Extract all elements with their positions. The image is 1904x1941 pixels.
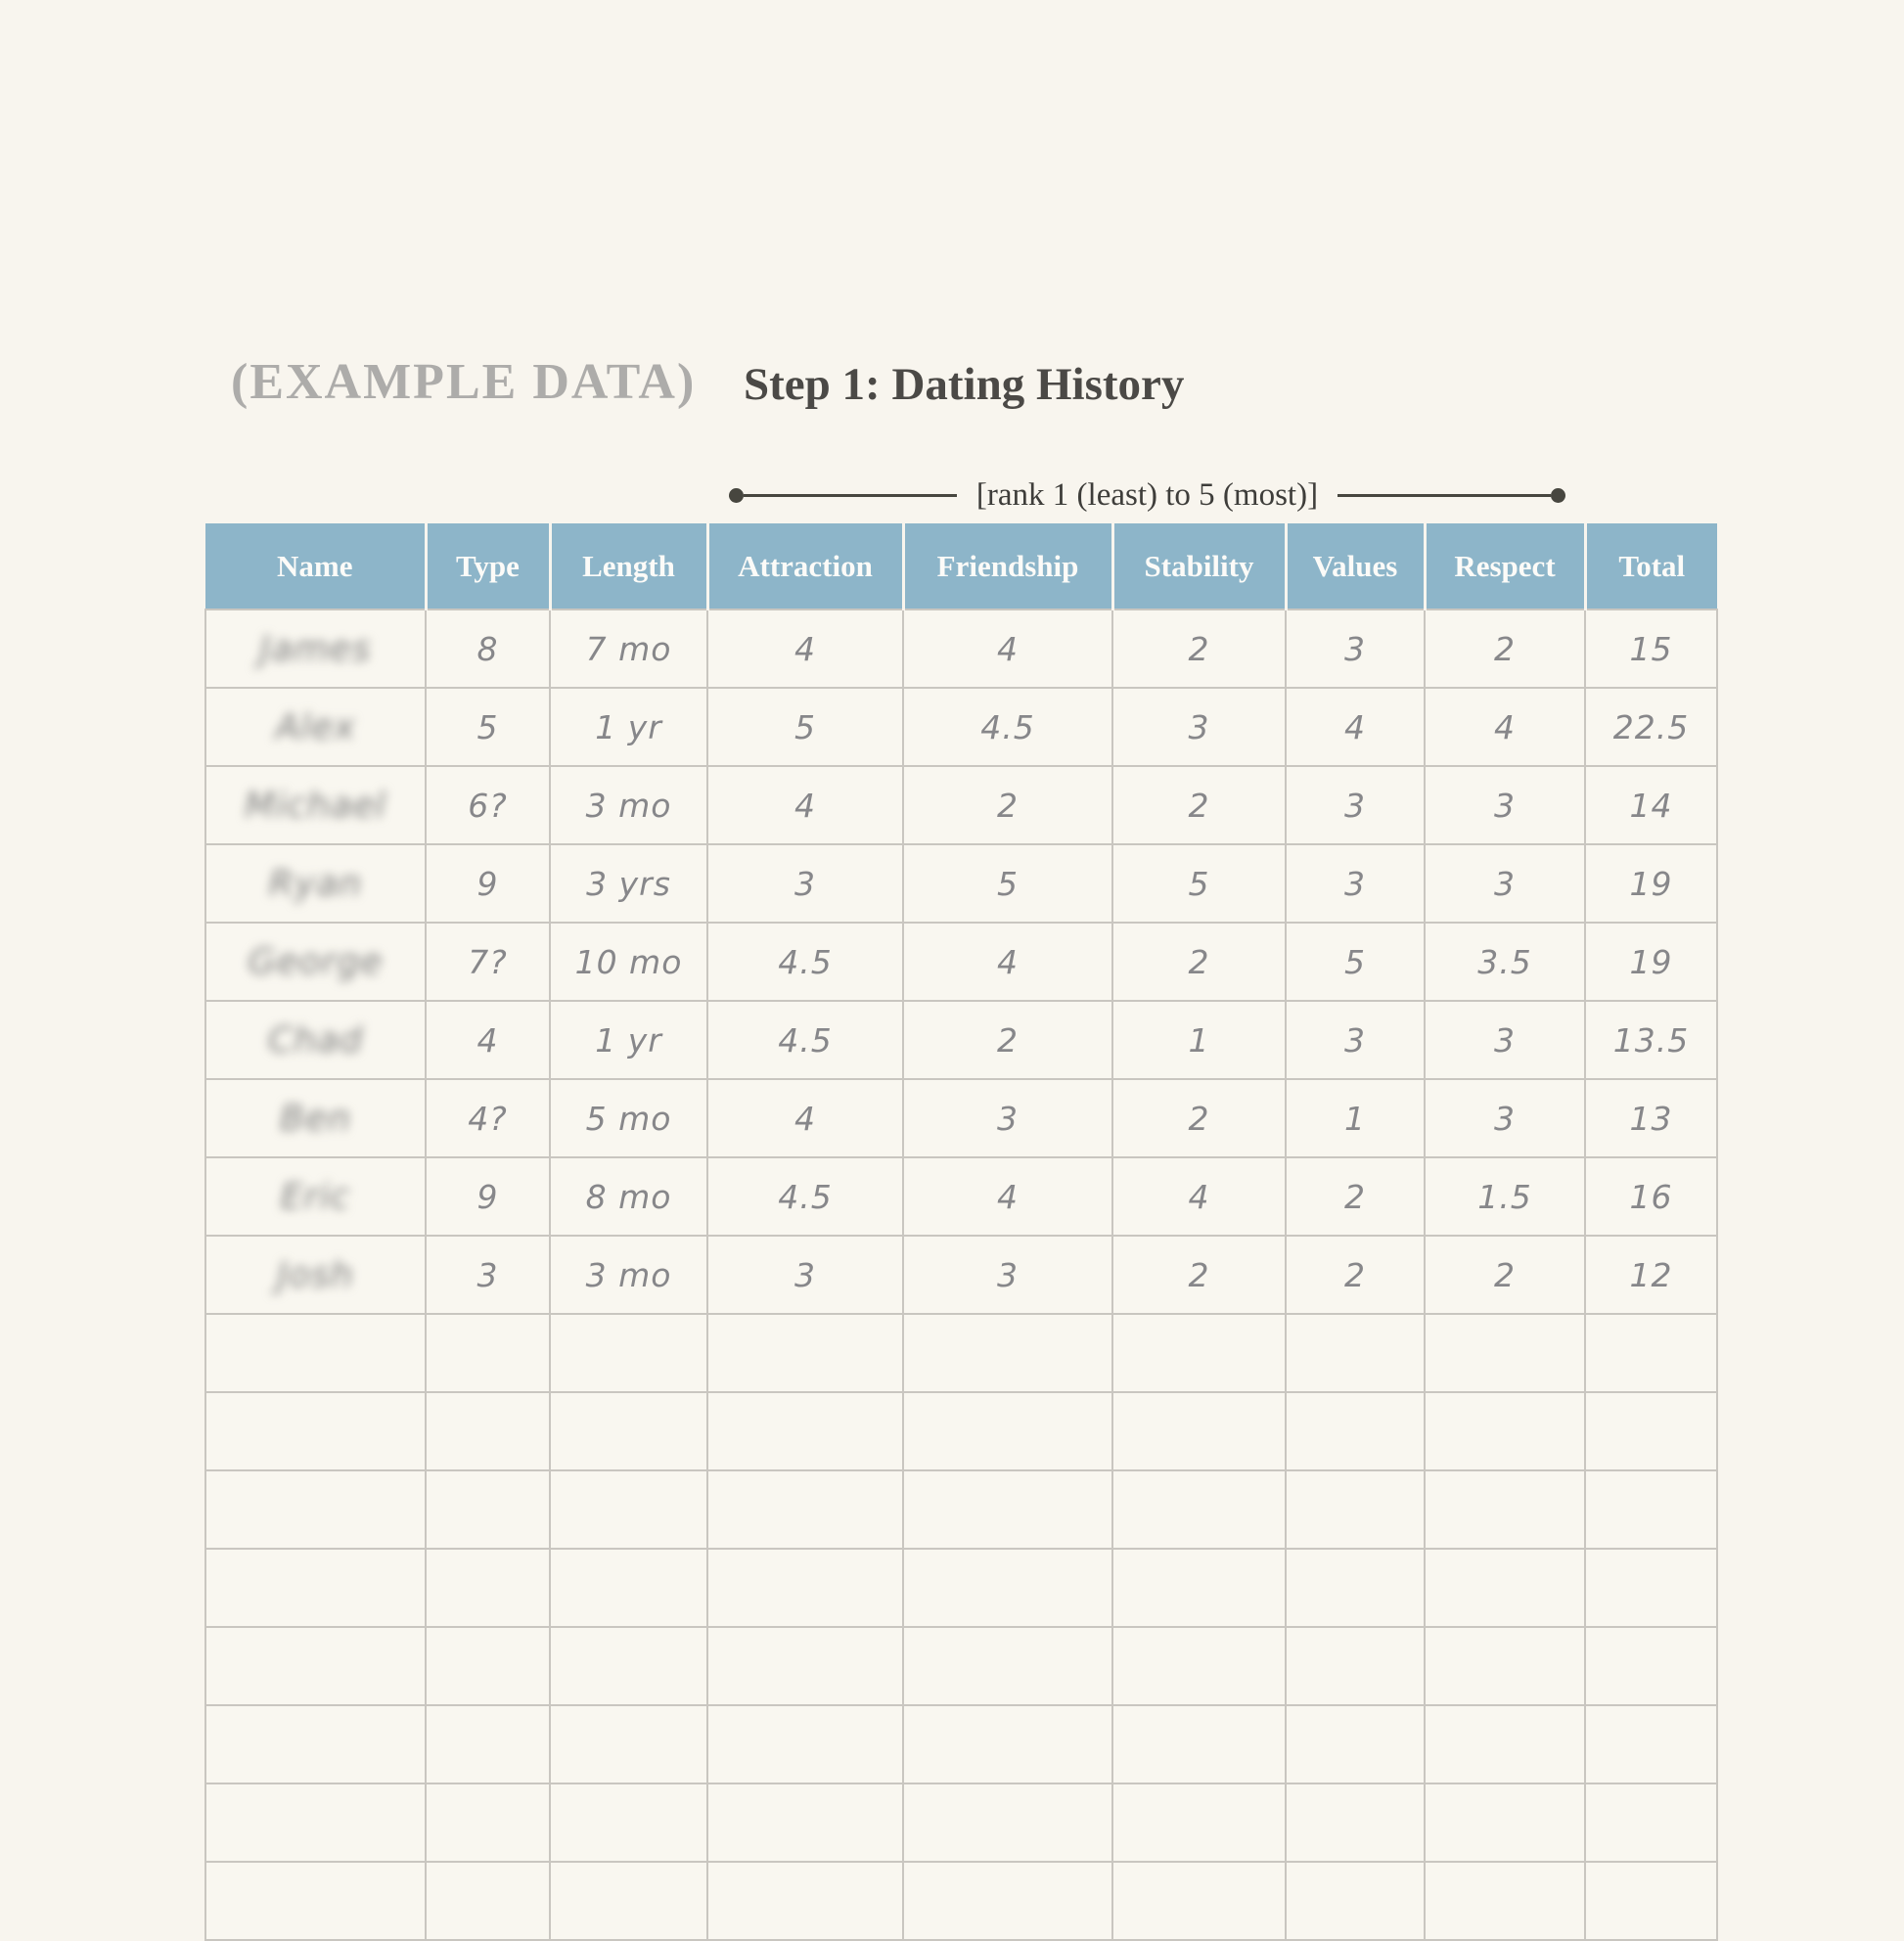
cell-total bbox=[1585, 1392, 1717, 1470]
handwritten-name: Eric bbox=[280, 1176, 351, 1217]
handwritten-value: 16 bbox=[1629, 1177, 1673, 1216]
handwritten-value: 1 bbox=[1344, 1099, 1366, 1138]
cell-friendship bbox=[903, 923, 1112, 1001]
cell-name bbox=[205, 1627, 426, 1705]
cell-stability bbox=[1112, 1236, 1286, 1314]
handwritten-value: 6? bbox=[468, 786, 508, 825]
empty-table-row bbox=[205, 1392, 1717, 1470]
ornament-right-line bbox=[1337, 494, 1551, 497]
column-header-friendship: Friendship bbox=[903, 523, 1112, 609]
handwritten-value: 3 bbox=[1344, 864, 1366, 903]
handwritten-value: 19 bbox=[1629, 864, 1673, 903]
handwritten-value: 9 bbox=[476, 1177, 499, 1216]
handwritten-value: 2 bbox=[1188, 1255, 1210, 1294]
handwritten-value: 3 mo bbox=[585, 786, 672, 825]
cell-respect bbox=[1425, 688, 1585, 766]
cell-attraction bbox=[707, 1236, 903, 1314]
cell-total bbox=[1585, 1470, 1717, 1549]
cell-respect bbox=[1425, 1392, 1585, 1470]
handwritten-value: 3 bbox=[1494, 864, 1516, 903]
handwritten-value: 2 bbox=[1494, 629, 1516, 668]
cell-friendship bbox=[903, 1236, 1112, 1314]
rank-scale-note: [rank 1 (least) to 5 (most)] bbox=[975, 477, 1319, 513]
handwritten-value: 3 bbox=[1344, 629, 1366, 668]
cell-name bbox=[205, 609, 426, 688]
handwritten-value: 4 bbox=[1494, 707, 1516, 746]
cell-name bbox=[205, 1549, 426, 1627]
cell-respect bbox=[1425, 1157, 1585, 1236]
cell-attraction bbox=[707, 1001, 903, 1079]
handwritten-value: 3 yrs bbox=[586, 864, 671, 903]
handwritten-value: 3 bbox=[1494, 786, 1516, 825]
cell-name bbox=[205, 1470, 426, 1549]
cell-respect bbox=[1425, 1236, 1585, 1314]
cell-friendship bbox=[903, 1392, 1112, 1470]
cell-attraction bbox=[707, 1783, 903, 1862]
table-row bbox=[205, 688, 1717, 766]
cell-length bbox=[550, 1157, 707, 1236]
handwritten-value: 5 bbox=[476, 707, 499, 746]
cell-length bbox=[550, 1079, 707, 1157]
cell-respect bbox=[1425, 1627, 1585, 1705]
cell-respect bbox=[1425, 923, 1585, 1001]
cell-attraction bbox=[707, 1392, 903, 1470]
handwritten-value: 4? bbox=[468, 1099, 508, 1138]
handwritten-value: 4 bbox=[997, 942, 1019, 981]
empty-table-row bbox=[205, 1862, 1717, 1940]
handwritten-value: 22.5 bbox=[1612, 707, 1690, 746]
handwritten-value: 3 bbox=[1344, 786, 1366, 825]
handwritten-value: 2 bbox=[1494, 1255, 1516, 1294]
cell-total bbox=[1585, 1549, 1717, 1627]
handwritten-value: 4 bbox=[476, 1020, 499, 1060]
cell-name bbox=[205, 844, 426, 923]
handwritten-value: 2 bbox=[1188, 942, 1210, 981]
cell-friendship bbox=[903, 844, 1112, 923]
handwritten-value: 1 bbox=[1188, 1020, 1210, 1060]
cell-total bbox=[1585, 1783, 1717, 1862]
cell-length bbox=[550, 844, 707, 923]
handwritten-value: 3 bbox=[1188, 707, 1210, 746]
cell-respect bbox=[1425, 1470, 1585, 1549]
cell-length bbox=[550, 1392, 707, 1470]
handwritten-value: 3 mo bbox=[585, 1255, 672, 1294]
handwritten-value: 3 bbox=[476, 1255, 499, 1294]
cell-respect bbox=[1425, 844, 1585, 923]
cell-values bbox=[1286, 1236, 1425, 1314]
cell-respect bbox=[1425, 1079, 1585, 1157]
handwritten-value: 13.5 bbox=[1612, 1020, 1690, 1060]
cell-type bbox=[426, 923, 550, 1001]
cell-values bbox=[1286, 1079, 1425, 1157]
cell-friendship bbox=[903, 1157, 1112, 1236]
cell-type bbox=[426, 609, 550, 688]
cell-values bbox=[1286, 688, 1425, 766]
cell-length bbox=[550, 1627, 707, 1705]
handwritten-value: 2 bbox=[997, 786, 1019, 825]
handwritten-name: Josh bbox=[277, 1254, 354, 1295]
cell-length bbox=[550, 1783, 707, 1862]
cell-stability bbox=[1112, 1627, 1286, 1705]
cell-length bbox=[550, 1549, 707, 1627]
ornament-right-dot-icon bbox=[1551, 488, 1565, 503]
column-header-length: Length bbox=[550, 523, 707, 609]
handwritten-name: George bbox=[248, 941, 384, 982]
handwritten-value: 4 bbox=[794, 629, 816, 668]
handwritten-value: 2 bbox=[1188, 1099, 1210, 1138]
cell-respect bbox=[1425, 1705, 1585, 1783]
handwritten-value: 3 bbox=[997, 1099, 1019, 1138]
table-body bbox=[205, 609, 1717, 1940]
table-row bbox=[205, 609, 1717, 688]
handwritten-value: 4.5 bbox=[778, 1020, 833, 1060]
cell-stability bbox=[1112, 1001, 1286, 1079]
cell-type bbox=[426, 1314, 550, 1392]
cell-type bbox=[426, 1783, 550, 1862]
cell-total bbox=[1585, 766, 1717, 844]
cell-stability bbox=[1112, 1079, 1286, 1157]
cell-attraction bbox=[707, 1470, 903, 1549]
cell-name bbox=[205, 688, 426, 766]
column-header-name: Name bbox=[205, 523, 426, 609]
handwritten-value: 4 bbox=[794, 1099, 816, 1138]
cell-total bbox=[1585, 609, 1717, 688]
handwritten-name: Michael bbox=[245, 785, 386, 826]
cell-name bbox=[205, 766, 426, 844]
handwritten-value: 4.5 bbox=[980, 707, 1035, 746]
cell-values bbox=[1286, 1783, 1425, 1862]
cell-type bbox=[426, 1079, 550, 1157]
table-row bbox=[205, 1157, 1717, 1236]
cell-respect bbox=[1425, 1001, 1585, 1079]
cell-stability bbox=[1112, 609, 1286, 688]
handwritten-value: 10 mo bbox=[574, 942, 683, 981]
cell-length bbox=[550, 766, 707, 844]
cell-name bbox=[205, 1783, 426, 1862]
cell-name bbox=[205, 1157, 426, 1236]
cell-total bbox=[1585, 688, 1717, 766]
cell-total bbox=[1585, 1314, 1717, 1392]
cell-total bbox=[1585, 1079, 1717, 1157]
handwritten-name: Chad bbox=[268, 1019, 363, 1061]
empty-table-row bbox=[205, 1783, 1717, 1862]
cell-stability bbox=[1112, 1157, 1286, 1236]
cell-friendship bbox=[903, 1549, 1112, 1627]
table-row bbox=[205, 923, 1717, 1001]
cell-values bbox=[1286, 1549, 1425, 1627]
cell-total bbox=[1585, 1862, 1717, 1940]
cell-attraction bbox=[707, 1862, 903, 1940]
cell-values bbox=[1286, 1627, 1425, 1705]
cell-name bbox=[205, 1079, 426, 1157]
handwritten-value: 3 bbox=[997, 1255, 1019, 1294]
cell-attraction bbox=[707, 844, 903, 923]
cell-name bbox=[205, 923, 426, 1001]
handwritten-name: James bbox=[259, 628, 372, 669]
cell-attraction bbox=[707, 766, 903, 844]
handwritten-value: 7? bbox=[468, 942, 508, 981]
cell-stability bbox=[1112, 844, 1286, 923]
cell-respect bbox=[1425, 609, 1585, 688]
cell-friendship bbox=[903, 1001, 1112, 1079]
cell-type bbox=[426, 1627, 550, 1705]
handwritten-value: 5 bbox=[1344, 942, 1366, 981]
cell-type bbox=[426, 1392, 550, 1470]
handwritten-value: 4 bbox=[997, 629, 1019, 668]
cell-total bbox=[1585, 923, 1717, 1001]
cell-attraction bbox=[707, 609, 903, 688]
cell-type bbox=[426, 844, 550, 923]
handwritten-value: 2 bbox=[997, 1020, 1019, 1060]
cell-length bbox=[550, 1862, 707, 1940]
cell-stability bbox=[1112, 1549, 1286, 1627]
cell-stability bbox=[1112, 1392, 1286, 1470]
handwritten-value: 12 bbox=[1629, 1255, 1673, 1294]
cell-values bbox=[1286, 1001, 1425, 1079]
cell-type bbox=[426, 1236, 550, 1314]
cell-total bbox=[1585, 844, 1717, 923]
handwritten-value: 1.5 bbox=[1477, 1177, 1532, 1216]
rank-scale-ornament bbox=[729, 477, 1565, 514]
handwritten-value: 4 bbox=[997, 1177, 1019, 1216]
cell-friendship bbox=[903, 1470, 1112, 1549]
cell-attraction bbox=[707, 923, 903, 1001]
cell-friendship bbox=[903, 1079, 1112, 1157]
handwritten-value: 15 bbox=[1629, 629, 1673, 668]
cell-attraction bbox=[707, 1157, 903, 1236]
cell-total bbox=[1585, 1001, 1717, 1079]
cell-friendship bbox=[903, 766, 1112, 844]
cell-type bbox=[426, 1862, 550, 1940]
handwritten-name: Alex bbox=[275, 706, 356, 747]
cell-length bbox=[550, 1001, 707, 1079]
cell-name bbox=[205, 1705, 426, 1783]
dating-history-table bbox=[204, 523, 1718, 1941]
cell-length bbox=[550, 688, 707, 766]
cell-stability bbox=[1112, 1783, 1286, 1862]
cell-name bbox=[205, 1862, 426, 1940]
cell-name bbox=[205, 1236, 426, 1314]
table-row bbox=[205, 766, 1717, 844]
cell-attraction bbox=[707, 1627, 903, 1705]
table-row bbox=[205, 1079, 1717, 1157]
handwritten-value: 4 bbox=[1344, 707, 1366, 746]
cell-type bbox=[426, 1470, 550, 1549]
cell-stability bbox=[1112, 688, 1286, 766]
cell-total bbox=[1585, 1705, 1717, 1783]
cell-values bbox=[1286, 1705, 1425, 1783]
handwritten-value: 1 yr bbox=[595, 707, 662, 746]
cell-length bbox=[550, 1470, 707, 1549]
cell-attraction bbox=[707, 1705, 903, 1783]
handwritten-value: 8 bbox=[476, 629, 499, 668]
handwritten-value: 2 bbox=[1344, 1255, 1366, 1294]
cell-name bbox=[205, 1001, 426, 1079]
cell-values bbox=[1286, 1470, 1425, 1549]
handwritten-name: Ben bbox=[280, 1098, 351, 1139]
table-row bbox=[205, 844, 1717, 923]
empty-table-row bbox=[205, 1627, 1717, 1705]
header-row bbox=[205, 523, 1717, 609]
cell-attraction bbox=[707, 688, 903, 766]
handwritten-value: 9 bbox=[476, 864, 499, 903]
handwritten-value: 5 bbox=[997, 864, 1019, 903]
cell-total bbox=[1585, 1236, 1717, 1314]
empty-table-row bbox=[205, 1470, 1717, 1549]
handwritten-value: 3 bbox=[794, 1255, 816, 1294]
cell-stability bbox=[1112, 766, 1286, 844]
handwritten-value: 13 bbox=[1629, 1099, 1673, 1138]
handwritten-value: 5 bbox=[1188, 864, 1210, 903]
handwritten-value: 3 bbox=[1494, 1020, 1516, 1060]
cell-friendship bbox=[903, 1627, 1112, 1705]
cell-stability bbox=[1112, 1470, 1286, 1549]
handwritten-value: 4.5 bbox=[778, 942, 833, 981]
cell-name bbox=[205, 1392, 426, 1470]
cell-values bbox=[1286, 1157, 1425, 1236]
handwritten-value: 5 bbox=[794, 707, 816, 746]
example-data-label: (EXAMPLE DATA) bbox=[231, 354, 697, 410]
cell-values bbox=[1286, 766, 1425, 844]
cell-length bbox=[550, 1705, 707, 1783]
handwritten-value: 4 bbox=[794, 786, 816, 825]
cell-friendship bbox=[903, 609, 1112, 688]
column-header-respect: Respect bbox=[1425, 523, 1585, 609]
cell-type bbox=[426, 688, 550, 766]
handwritten-value: 2 bbox=[1344, 1177, 1366, 1216]
empty-table-row bbox=[205, 1314, 1717, 1392]
cell-stability bbox=[1112, 923, 1286, 1001]
cell-respect bbox=[1425, 766, 1585, 844]
cell-friendship bbox=[903, 1862, 1112, 1940]
table-row bbox=[205, 1236, 1717, 1314]
column-header-stability: Stability bbox=[1112, 523, 1286, 609]
cell-type bbox=[426, 1705, 550, 1783]
handwritten-value: 2 bbox=[1188, 629, 1210, 668]
cell-length bbox=[550, 923, 707, 1001]
cell-type bbox=[426, 1549, 550, 1627]
column-header-values: Values bbox=[1286, 523, 1425, 609]
cell-stability bbox=[1112, 1314, 1286, 1392]
handwritten-value: 7 mo bbox=[585, 629, 672, 668]
cell-values bbox=[1286, 609, 1425, 688]
cell-respect bbox=[1425, 1314, 1585, 1392]
cell-attraction bbox=[707, 1079, 903, 1157]
cell-stability bbox=[1112, 1705, 1286, 1783]
handwritten-name: Ryan bbox=[268, 863, 363, 904]
handwritten-value: 4 bbox=[1188, 1177, 1210, 1216]
handwritten-value: 3 bbox=[1344, 1020, 1366, 1060]
handwritten-value: 2 bbox=[1188, 786, 1210, 825]
cell-total bbox=[1585, 1157, 1717, 1236]
handwritten-value: 4.5 bbox=[778, 1177, 833, 1216]
handwritten-value: 14 bbox=[1629, 786, 1673, 825]
cell-values bbox=[1286, 923, 1425, 1001]
cell-values bbox=[1286, 1862, 1425, 1940]
page-title: Step 1: Dating History bbox=[744, 359, 1185, 410]
cell-type bbox=[426, 1001, 550, 1079]
cell-friendship bbox=[903, 1705, 1112, 1783]
handwritten-value: 5 mo bbox=[585, 1099, 672, 1138]
cell-values bbox=[1286, 1392, 1425, 1470]
cell-type bbox=[426, 766, 550, 844]
ornament-left-dot-icon bbox=[729, 488, 744, 503]
cell-total bbox=[1585, 1627, 1717, 1705]
cell-respect bbox=[1425, 1783, 1585, 1862]
handwritten-value: 19 bbox=[1629, 942, 1673, 981]
cell-length bbox=[550, 1314, 707, 1392]
cell-friendship bbox=[903, 688, 1112, 766]
cell-friendship bbox=[903, 1783, 1112, 1862]
handwritten-value: 8 mo bbox=[585, 1177, 672, 1216]
handwritten-value: 1 yr bbox=[595, 1020, 662, 1060]
handwritten-value: 3 bbox=[794, 864, 816, 903]
cell-friendship bbox=[903, 1314, 1112, 1392]
cell-stability bbox=[1112, 1862, 1286, 1940]
cell-values bbox=[1286, 844, 1425, 923]
cell-name bbox=[205, 1314, 426, 1392]
empty-table-row bbox=[205, 1705, 1717, 1783]
cell-values bbox=[1286, 1314, 1425, 1392]
table-row bbox=[205, 1001, 1717, 1079]
handwritten-value: 3.5 bbox=[1477, 942, 1532, 981]
cell-type bbox=[426, 1157, 550, 1236]
empty-table-row bbox=[205, 1549, 1717, 1627]
cell-length bbox=[550, 609, 707, 688]
cell-attraction bbox=[707, 1549, 903, 1627]
handwritten-value: 3 bbox=[1494, 1099, 1516, 1138]
cell-respect bbox=[1425, 1549, 1585, 1627]
cell-attraction bbox=[707, 1314, 903, 1392]
ornament-left-line bbox=[744, 494, 957, 497]
column-header-attraction: Attraction bbox=[707, 523, 903, 609]
column-header-type: Type bbox=[426, 523, 550, 609]
column-header-total: Total bbox=[1585, 523, 1717, 609]
cell-respect bbox=[1425, 1862, 1585, 1940]
cell-length bbox=[550, 1236, 707, 1314]
